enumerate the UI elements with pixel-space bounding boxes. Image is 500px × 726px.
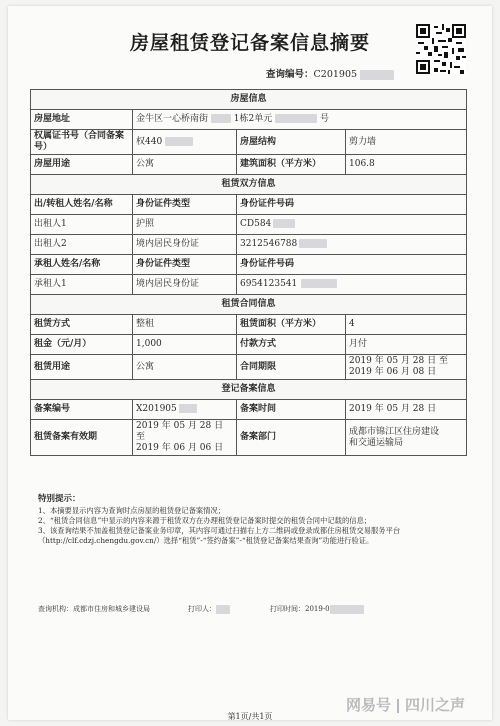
watermark-divider — [397, 699, 399, 713]
rent-area-label: 租赁面积（平方米） — [237, 315, 346, 335]
qr-code — [416, 24, 466, 74]
watermark-brand: 网易号 — [346, 696, 392, 714]
rent-label: 租金（元/月） — [31, 335, 133, 355]
section-registration: 登记备案信息 — [31, 380, 467, 400]
lessor1-label: 出租人1 — [31, 215, 133, 235]
rent-area-value: 4 — [346, 315, 467, 335]
redaction-mask — [275, 114, 317, 123]
address-number: 号 — [319, 114, 329, 124]
lessee1-no: 6954123541 — [237, 275, 467, 295]
dept-label: 备案部门 — [237, 420, 346, 456]
note-3: 3、该查询结果不加盖租赁登记备案业务印章，其内容可通过扫描右上方二维码或登录成都住房租赁交易服务平台（http://clf.cdzj.chengdu.gov.cn/）选择“租赁”-“签约备案”-“租赁登记备案结果查询”功能进行验证。 — [38, 526, 401, 545]
redaction-mask — [330, 605, 364, 614]
cert-value: 权440 — [133, 130, 237, 155]
period-value: 2019 年 05 月 28 日 至 2019 年 06 月 08 日 — [346, 355, 467, 380]
rent-mode-label: 租赁方式 — [31, 315, 133, 335]
rent-mode-value: 整租 — [133, 315, 237, 335]
lessee-id-type-header: 身份证件类型 — [133, 255, 237, 275]
redaction-mask — [299, 239, 327, 248]
section-house: 房屋信息 — [31, 90, 467, 110]
lessee-id-no-header: 身份证件号码 — [237, 255, 467, 275]
special-notes — [38, 494, 468, 546]
house-use-label: 房屋用途 — [31, 155, 133, 175]
query-number-label: 查询编号： — [266, 69, 314, 80]
section-contract: 租赁合同信息 — [31, 295, 467, 315]
note-1: 1、本摘要显示内容为查询时点房屋的租赁登记备案情况； — [38, 506, 226, 515]
dept-value: 成都市锦江区住房建设 和交通运输局 — [346, 420, 467, 456]
reg-time-value: 2019 年 05 月 28 日 — [346, 400, 467, 420]
note-2: 2、“租赁合同信息”中显示的内容来源于租赁双方在办理租赁登记备案时提交的租赁合同中记载的信息； — [38, 516, 372, 525]
redaction-mask — [301, 279, 337, 288]
lessor2-type: 境内居民身份证 — [133, 235, 237, 255]
id-no-header: 身份证件号码 — [237, 195, 467, 215]
structure-value: 剪力墙 — [346, 130, 467, 155]
valid-value: 2019 年 05 月 28 日 至 2019 年 06 月 06 日 — [133, 420, 237, 456]
valid-label: 租赁备案有效期 — [31, 420, 133, 456]
pay-value: 月付 — [346, 335, 467, 355]
address-street: 金牛区一心桥南街 — [136, 114, 209, 124]
section-parties: 租赁双方信息 — [31, 175, 467, 195]
house-use-value: 公寓 — [133, 155, 237, 175]
cert-label: 权属证书号（合同备案号） — [31, 130, 133, 155]
printer: 打印人： — [188, 604, 230, 614]
id-type-header: 身份证件类型 — [133, 195, 237, 215]
lessor2-no: 3212546788 — [237, 235, 467, 255]
rent-use-value: 公寓 — [133, 355, 237, 380]
redaction-mask — [216, 605, 230, 614]
notes-heading: 特别提示： — [38, 494, 81, 504]
pay-label: 付款方式 — [237, 335, 346, 355]
area-label: 建筑面积（平方米） — [237, 155, 346, 175]
lessee1-label: 承租人1 — [31, 275, 133, 295]
rent-use-label: 租赁用途 — [31, 355, 133, 380]
lessor2-label: 出租人2 — [31, 235, 133, 255]
redaction-mask — [179, 404, 197, 413]
address-value — [133, 110, 467, 130]
reg-no-label: 备案编号 — [31, 400, 133, 420]
query-agency: 查询机构：成都市住房和城乡建设局 — [38, 605, 150, 613]
redaction-mask — [273, 219, 295, 228]
watermark — [346, 694, 465, 715]
address-unit: 1栋2单元 — [233, 114, 273, 124]
redaction-mask — [165, 137, 193, 146]
lessor1-no: CD584 — [237, 215, 467, 235]
address-label: 房屋地址 — [31, 110, 133, 130]
document-page — [8, 6, 492, 720]
lessee1-type: 境内居民身份证 — [133, 275, 237, 295]
print-time: 打印时间：2019-0 — [270, 604, 364, 614]
watermark-account: 四川之声 — [405, 696, 466, 714]
query-number — [266, 66, 394, 80]
rent-value: 1,000 — [133, 335, 237, 355]
reg-no-value: X201905 — [133, 400, 237, 420]
redaction-mask — [360, 70, 394, 80]
query-number-value: C201905 — [313, 69, 358, 80]
page-title: 房屋租赁登记备案信息摘要 — [129, 32, 370, 54]
area-value: 106.8 — [346, 155, 467, 175]
lessee-header: 承租人姓名/名称 — [31, 255, 133, 275]
lessor-header: 出/转租人姓名/名称 — [31, 195, 133, 215]
lessor1-type: 护照 — [133, 215, 237, 235]
reg-time-label: 备案时间 — [237, 400, 346, 420]
structure-label: 房屋结构 — [237, 130, 346, 155]
period-label: 合同期限 — [237, 355, 346, 380]
redaction-mask — [211, 114, 231, 123]
page-number: 第1页/共1页 — [227, 712, 273, 721]
info-table — [30, 89, 467, 456]
